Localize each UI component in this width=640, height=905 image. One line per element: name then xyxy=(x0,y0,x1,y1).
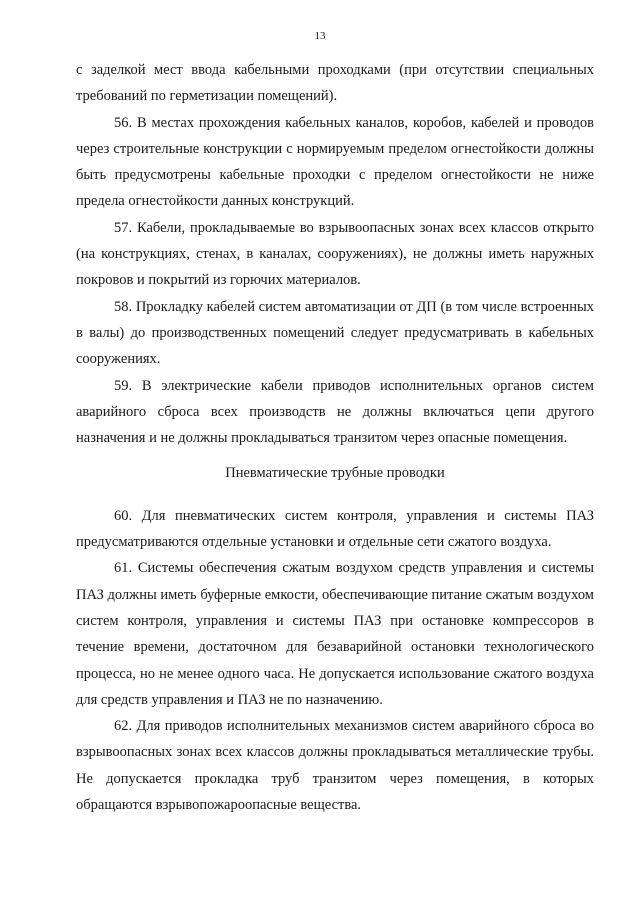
paragraph-56: 56. В местах прохождения кабельных каналов, коробов, кабелей и проводов через строительные конструкции с нормируемым пределом огнестойкости должны быть предусмотрены кабельные проходки с пределом огнестойкости не ниже предела огнестойкости данных конструкций. xyxy=(76,114,594,210)
paragraph-58: 58. Прокладку кабелей систем автоматизации от ДП (в том числе встроенных в валы) до производственных помещений следует предусматривать в кабельных сооружениях. xyxy=(76,298,594,368)
paragraph-continuation: с заделкой мест ввода кабельными проходками (при отсутствии специальных требований по герметизации помещений). xyxy=(76,62,594,105)
section-heading: Пневматические трубные проводки xyxy=(225,465,445,482)
paragraph-59: 59. В электрические кабели приводов исполнительных органов систем аварийного сброса всех производств не должны включаться цепи другого назначения и не должны прокладываться транзитом через опасные помещения. xyxy=(76,377,594,447)
paragraph-60: 60. Для пневматических систем контроля, управления и системы ПАЗ предусматриваются отдельные установки и отдельные сети сжатого воздуха. xyxy=(76,507,594,551)
paragraph-62: 62. Для приводов исполнительных механизмов систем аварийного сброса во взрывоопасных зонах всех классов должны прокладываться металлические трубы. Не допускается прокладка труб транзитом через помещения, в которых обращаются взрывопожароопасные вещества. xyxy=(76,718,594,814)
page-number: 13 xyxy=(314,30,326,42)
paragraph-61: 61. Системы обеспечения сжатым воздухом средств управления и системы ПАЗ должны иметь буферные емкости, обеспечивающие питание сжатым воздухом систем контроля, управления и системы ПАЗ при остановке компрессоров в течение времени, достаточном для безаварийной остановки технологического процесса, но не менее одного часа. Не допускается использование сжатого воздуха для средств управления и ПАЗ не по назначению. xyxy=(76,560,594,708)
paragraph-57: 57. Кабели, прокладываемые во взрывоопасных зонах всех классов открыто (на конструкциях, стенах, в каналах, сооружениях), не должны иметь наружных покровов и покрытий из горючих материалов. xyxy=(76,219,594,289)
document-body xyxy=(76,57,594,818)
